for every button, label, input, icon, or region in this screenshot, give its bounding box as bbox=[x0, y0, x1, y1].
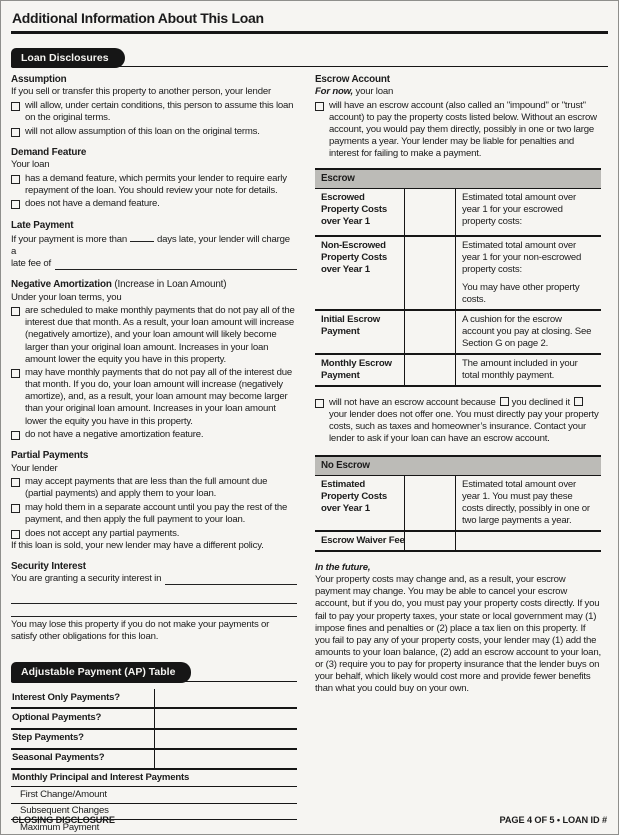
escrow-intro-bold: For now, bbox=[315, 86, 354, 98]
partial-payments-heading: Partial Payments bbox=[11, 450, 89, 462]
partial-payments-section bbox=[11, 450, 297, 552]
page-footer bbox=[12, 815, 607, 825]
escrow-row-desc: Estimated total amount over year 1 for your escrowed property costs: bbox=[462, 191, 577, 227]
assumption-intro: If you sell or transfer this property to another person, your lender bbox=[11, 86, 271, 98]
late-payment-section bbox=[11, 220, 297, 271]
escrow-row-value-cell[interactable] bbox=[405, 355, 456, 385]
adjustable-payment-table bbox=[11, 689, 297, 835]
partial-option-label: does not accept any partial payments. bbox=[25, 527, 180, 539]
partial-option-row bbox=[11, 476, 297, 500]
will-not-have-text-3: your lender does not offer one. You must directly pay your property costs, such as taxes and homeowner’s insurance. Contact your lender to ask if your loan can have an escrow account. bbox=[329, 409, 599, 445]
escrow-table-row bbox=[315, 311, 601, 355]
escrow-table-row bbox=[315, 189, 601, 237]
will-not-have-escrow-label bbox=[329, 397, 601, 445]
no-escrow-row-desc-cell bbox=[456, 476, 601, 530]
escrow-row-label: Escrowed Property Costs over Year 1 bbox=[315, 189, 405, 235]
escrow-row-desc: A cushion for the escrow account you pay at closing. See Section G on page 2. bbox=[462, 313, 592, 349]
escrow-intro-rest: your loan bbox=[353, 86, 394, 98]
escrow-row-desc-cell bbox=[456, 311, 601, 353]
checkbox-icon[interactable] bbox=[11, 307, 20, 316]
ap-answer-cell[interactable] bbox=[155, 709, 297, 727]
will-have-escrow-option-row bbox=[315, 100, 601, 160]
negam-option-label: do not have a negative amortization feature. bbox=[25, 429, 204, 441]
ap-subrow-label: Maximum Payment bbox=[11, 820, 297, 835]
ap-subrow-label: Subsequent Changes bbox=[11, 804, 297, 821]
checkbox-icon[interactable] bbox=[11, 504, 20, 513]
checkbox-icon[interactable] bbox=[11, 200, 20, 209]
negam-option-label: may have monthly payments that do not pay all of the interest due that month. If you do, your loan amount will increase (negatively amortize), and, as a result, your loan amount may become larger than your original loan amount. Increases in your loan amount lower the equity you have in this property. bbox=[25, 367, 292, 427]
late-payment-text-1: If your payment is more than bbox=[11, 234, 127, 246]
partial-payments-note: If this loan is sold, your new lender may have a different policy. bbox=[11, 539, 264, 551]
ap-question-row bbox=[11, 689, 297, 709]
ap-answer-cell[interactable] bbox=[155, 689, 297, 707]
no-escrow-table-row bbox=[315, 476, 601, 532]
late-payment-text-2: days late, your lender will charge a bbox=[11, 234, 290, 258]
escrow-row-label: Initial Escrow Payment bbox=[315, 311, 405, 353]
late-fee-line bbox=[11, 258, 297, 270]
checkbox-icon[interactable] bbox=[11, 128, 20, 137]
negative-amortization-heading-bold: Negative Amortization bbox=[11, 279, 112, 291]
footer-document-name: CLOSING DISCLOSURE bbox=[12, 815, 115, 825]
demand-option-label: has a demand feature, which permits your lender to require early repayment of the loan. You should review your note for details. bbox=[25, 172, 287, 196]
negam-option-label: are scheduled to make monthly payments that do not pay all of the interest due that month. As a result, your loan amount will increase (negatively amortize), and your loan amount will likely become larger than your original loan amount. Increases in your loan amount lower the equity you have in this property. bbox=[25, 305, 295, 365]
checkbox-icon[interactable] bbox=[11, 478, 20, 487]
ap-table-header bbox=[11, 659, 297, 682]
security-interest-line bbox=[11, 573, 297, 585]
checkbox-icon[interactable] bbox=[11, 175, 20, 184]
no-escrow-row-desc-cell bbox=[456, 532, 601, 550]
in-the-future-heading: In the future, bbox=[315, 562, 371, 574]
checkbox-icon[interactable] bbox=[11, 369, 20, 378]
no-escrow-table-header: No Escrow bbox=[315, 457, 601, 475]
no-escrow-row-label: Estimated Property Costs over Year 1 bbox=[315, 476, 405, 530]
escrow-row-value-cell[interactable] bbox=[405, 189, 456, 235]
ap-question-row bbox=[11, 730, 297, 750]
partial-option-row bbox=[11, 528, 297, 540]
security-interest-section bbox=[11, 561, 297, 644]
no-escrow-row-desc: Estimated total amount over year 1. You must pay these costs directly, possibly in one or two large payments a year. bbox=[462, 478, 590, 527]
escrow-row-desc: The amount included in your total monthly payment. bbox=[462, 358, 578, 382]
loan-disclosures-header bbox=[11, 44, 608, 67]
in-the-future-block bbox=[315, 562, 601, 695]
escrow-row-label: Monthly Escrow Payment bbox=[315, 355, 405, 385]
demand-feature-heading: Demand Feature bbox=[11, 146, 87, 158]
escrow-account-heading: Escrow Account bbox=[315, 74, 390, 85]
lender-no-offer-checkbox-icon[interactable] bbox=[574, 397, 583, 406]
security-interest-blank-line2[interactable] bbox=[11, 591, 297, 604]
right-column bbox=[315, 74, 601, 695]
partial-option-label: may hold them in a separate account until you pay the rest of the payment, and then apply the full payment to your loan. bbox=[25, 501, 288, 525]
no-escrow-row-value-cell[interactable] bbox=[405, 476, 456, 530]
assumption-heading: Assumption bbox=[11, 74, 67, 85]
no-escrow-table-row bbox=[315, 532, 601, 550]
escrow-table-row bbox=[315, 355, 601, 385]
footer-page-number: PAGE 4 OF 5 • LOAN ID # bbox=[499, 815, 607, 825]
declined-checkbox-icon[interactable] bbox=[500, 397, 509, 406]
partial-option-label: may accept payments that are less than the full amount due (partial payments) and apply them to your loan. bbox=[25, 476, 268, 500]
ap-subrow-label: First Change/Amount bbox=[11, 787, 297, 804]
assumption-option-label: will allow, under certain conditions, this person to assume this loan on the original terms. bbox=[25, 100, 294, 124]
demand-feature-section bbox=[11, 147, 297, 211]
security-interest-heading: Security Interest bbox=[11, 560, 86, 572]
checkbox-icon[interactable] bbox=[11, 530, 20, 539]
escrow-intro bbox=[315, 86, 601, 98]
late-payment-heading: Late Payment bbox=[11, 219, 74, 231]
late-fee-blank-field[interactable] bbox=[55, 260, 297, 270]
late-fee-text: late fee of bbox=[11, 258, 51, 270]
will-not-have-text-1: will not have an escrow account because bbox=[329, 397, 496, 409]
checkbox-icon[interactable] bbox=[315, 102, 324, 111]
security-interest-blank-field[interactable] bbox=[165, 575, 297, 585]
escrow-table-header: Escrow bbox=[315, 170, 601, 188]
negam-option-row bbox=[11, 367, 297, 427]
ap-question-row bbox=[11, 709, 297, 729]
loan-disclosures-tab: Loan Disclosures bbox=[11, 48, 125, 68]
page-title: Additional Information About This Loan bbox=[11, 7, 608, 34]
demand-option-label: does not have a demand feature. bbox=[25, 198, 160, 210]
demand-feature-intro: Your loan bbox=[11, 159, 50, 171]
partial-option-row bbox=[11, 502, 297, 526]
ap-table-tab: Adjustable Payment (AP) Table bbox=[11, 662, 191, 683]
assumption-option-row bbox=[11, 100, 297, 124]
in-the-future-text: Your property costs may change and, as a result, your escrow payment may change. You may be able to cancel your escrow account, but if you do, you must pay your property costs directly. If you fail to pay your property taxes, your state or local government may (1) impose fines and penalties or (2) place a tax lien on this property. If you fail to pay any of your property costs, your lender may (1) add the amounts to your loan balance, (2) add an escrow account to your loan, or (3) require you to pay for property insurance that the lender buys on your behalf, which likely would cost more and provide fewer benefits than what you could buy on your own. bbox=[315, 574, 601, 694]
two-column-body bbox=[11, 74, 608, 835]
no-escrow-row-label: Escrow Waiver Fee bbox=[315, 532, 405, 550]
negative-amortization-heading bbox=[11, 279, 297, 291]
negative-amortization-heading-suffix: (Increase in Loan Amount) bbox=[111, 279, 227, 291]
ap-answer-cell[interactable] bbox=[155, 750, 297, 768]
escrow-row-label: Non-Escrowed Property Costs over Year 1 bbox=[315, 237, 405, 309]
escrow-row-desc-cell bbox=[456, 355, 601, 385]
escrow-table bbox=[315, 168, 601, 387]
will-not-have-text-2: you declined it bbox=[511, 397, 570, 409]
escrow-row-desc-cell bbox=[456, 237, 601, 309]
checkbox-icon[interactable] bbox=[11, 431, 20, 440]
checkbox-icon[interactable] bbox=[11, 102, 20, 111]
no-escrow-table bbox=[315, 455, 601, 552]
ap-question-label: Step Payments? bbox=[11, 730, 155, 748]
ap-question-row bbox=[11, 750, 297, 770]
ap-question-label: Interest Only Payments? bbox=[11, 689, 155, 707]
negative-amortization-section bbox=[11, 279, 297, 441]
ap-answer-cell[interactable] bbox=[155, 730, 297, 748]
partial-payments-intro: Your lender bbox=[11, 462, 58, 474]
escrow-row-value-cell[interactable] bbox=[405, 311, 456, 353]
escrow-table-row bbox=[315, 237, 601, 311]
will-not-have-escrow-option-row bbox=[315, 397, 601, 445]
security-interest-text: You are granting a security interest in bbox=[11, 573, 162, 585]
assumption-section bbox=[11, 74, 297, 138]
ap-question-label: Optional Payments? bbox=[11, 709, 155, 727]
no-escrow-row-value-cell[interactable] bbox=[405, 532, 456, 550]
negam-option-row bbox=[11, 305, 297, 365]
negam-option-row bbox=[11, 429, 297, 441]
negative-amortization-intro: Under your loan terms, you bbox=[11, 291, 122, 303]
checkbox-icon[interactable] bbox=[315, 399, 324, 408]
ap-question-label: Seasonal Payments? bbox=[11, 750, 155, 768]
assumption-option-label: will not allow assumption of this loan on the original terms. bbox=[25, 125, 260, 137]
ap-subheader: Monthly Principal and Interest Payments bbox=[11, 770, 297, 788]
assumption-option-row bbox=[11, 126, 297, 138]
demand-option-row bbox=[11, 173, 297, 197]
will-have-escrow-label: will have an escrow account (also called an "impound" or "trust" account) to pay the property costs listed below. Without an escrow account, you would pay them directly, possibly in one or two large payments a year. Your lender may be liable for penalties and interest for failing to make a payment. bbox=[329, 100, 597, 160]
days-blank-field[interactable] bbox=[130, 232, 154, 242]
escrow-row-value-cell[interactable] bbox=[405, 237, 456, 309]
demand-option-row bbox=[11, 198, 297, 210]
escrow-account-section bbox=[315, 74, 601, 695]
escrow-row-desc: Estimated total amount over year 1 for your non-escrowed property costs: bbox=[462, 239, 582, 275]
escrow-row-desc-cell bbox=[456, 189, 601, 235]
escrow-row-desc2: You may have other property costs. bbox=[462, 281, 580, 305]
late-payment-text bbox=[11, 232, 297, 258]
left-column bbox=[11, 74, 297, 835]
loss-warning-text: You may lose this property if you do not make your payments or satisfy other obligations for this loan. bbox=[11, 616, 297, 643]
